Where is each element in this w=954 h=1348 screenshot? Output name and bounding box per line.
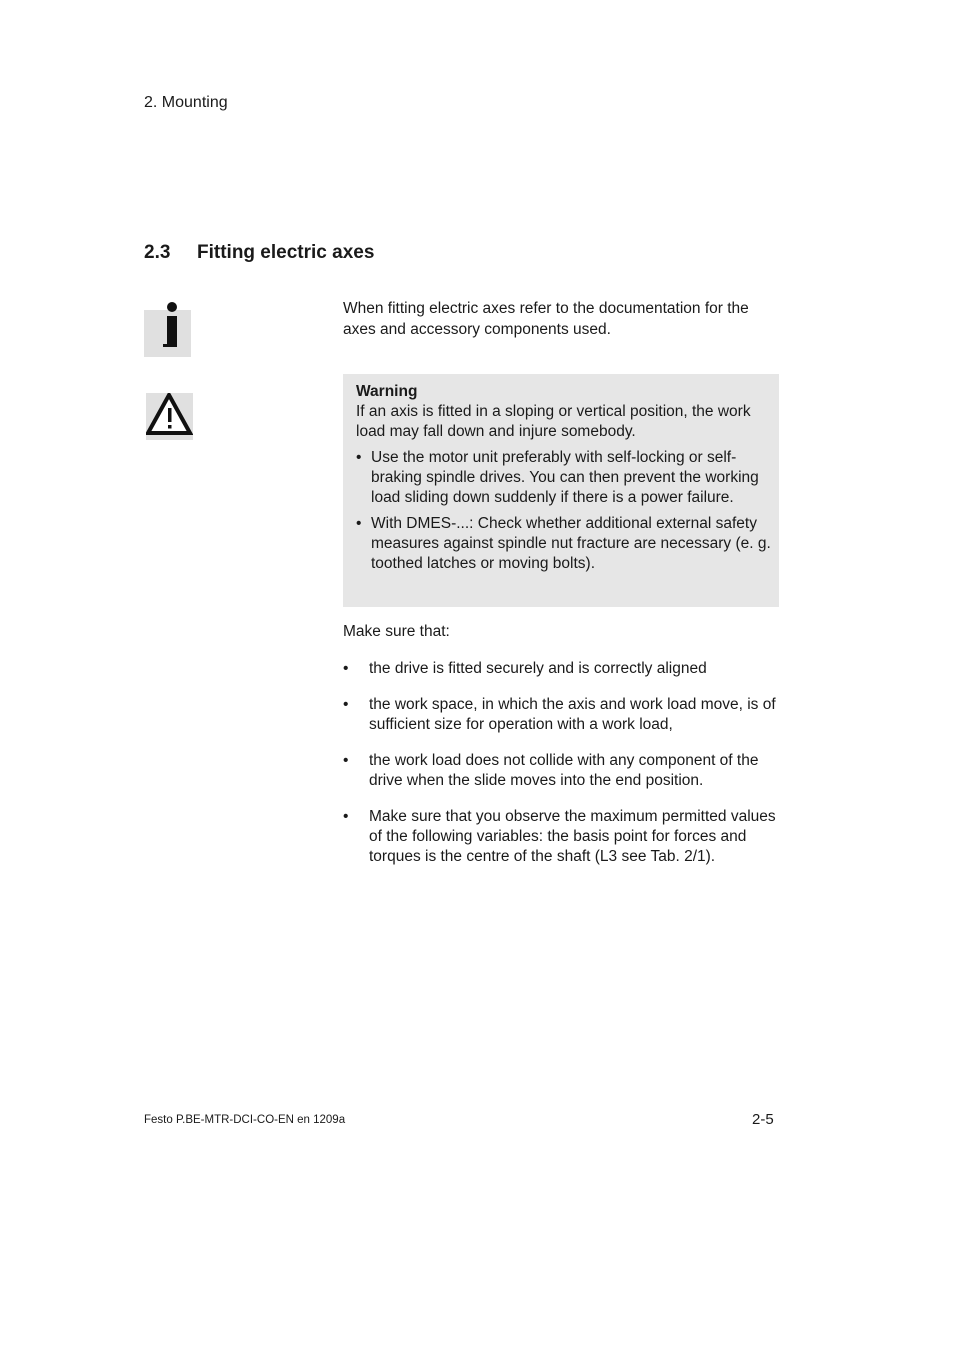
list-item: • Use the motor unit preferably with self-locking or self-braking spindle drives. You can then prevent the working load sliding down suddenly if there is a power failure. [356,449,759,506]
list-item: • the work space, in which the axis and work load move, is of sufficient size for operation with a work load, [343,696,776,733]
warning-bullets [356,448,771,574]
list-item: • With DMES-...: Check whether additional external safety measures against spindle nut fracture are necessary (e. g. toothed latches or moving bolts). [356,515,771,572]
make-sure-list [343,659,783,883]
list-item: • the work load does not collide with any component of the drive when the slide moves into the end position. [343,752,759,789]
warning-icon [146,393,193,440]
section-number: 2.3 [144,242,171,263]
section-heading [144,242,374,264]
section-title: Fitting electric axes [197,242,375,263]
warning-text: If an axis is fitted in a sloping or vertical position, the work load may fall down and injure somebody. [356,403,751,440]
warning-title: Warning [356,383,418,400]
page-number: 2-5 [752,1111,774,1128]
running-header: 2. Mounting [144,94,228,111]
intro-paragraph: When fitting electric axes refer to the documentation for the axes and accessory components used. [343,300,749,338]
make-sure-label: Make sure that: [343,623,450,640]
info-icon [144,310,191,357]
list-item: • Make sure that you observe the maximum permitted values of the following variables: the basis point for forces and torques is the centre of the shaft (L3 see Tab. 2/1). [343,808,776,865]
footer-document-id: Festo P.BE-MTR-DCI-CO-EN en 1209a [144,1114,346,1126]
warning-box [343,374,779,607]
list-item: • the drive is fitted securely and is correctly aligned [343,660,707,677]
